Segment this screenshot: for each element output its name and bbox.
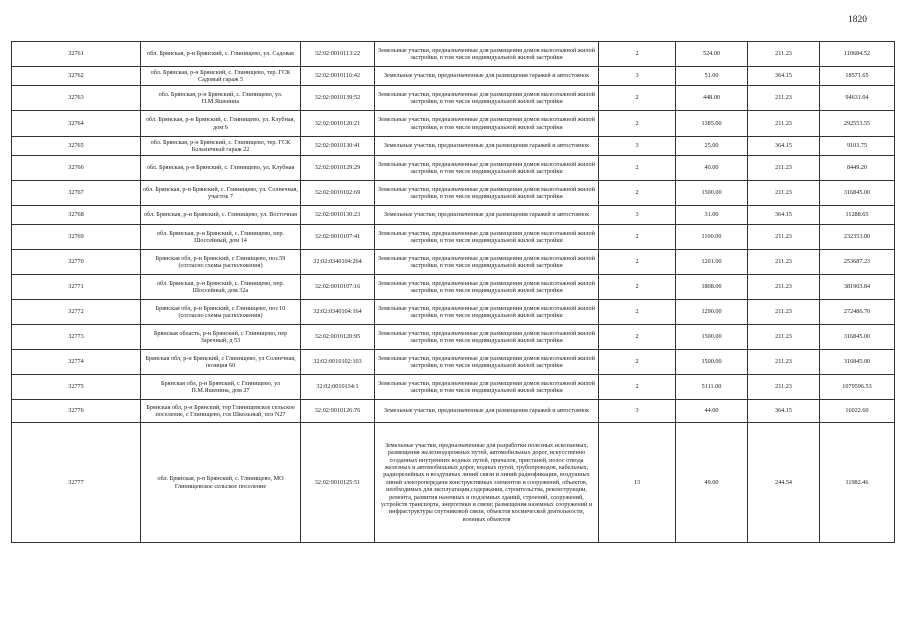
cadastral-number-cell: 32:02:0010129:29 <box>301 156 375 181</box>
row-number: 32765 <box>12 137 141 156</box>
land-purpose-cell: Земельные участки, предназначенные для размещения гаражей и автостоянок <box>375 137 599 156</box>
cadastral-number-cell: 32:02:0010125:51 <box>301 423 375 543</box>
cadastral-value-cell: 253687.23 <box>820 250 895 275</box>
area-cell: 1385.00 <box>676 111 748 137</box>
address-cell: обл. Брянская, р-н Брянский, с. Глинищево, тер. ГСК Садовый гараж 5 <box>141 67 301 86</box>
table-row <box>12 275 895 300</box>
rate-cell: 211.23 <box>748 250 820 275</box>
row-number: 32768 <box>12 206 141 225</box>
area-cell: 1500.00 <box>676 181 748 206</box>
address-cell: Брянская обл, р-н Брянский, тер Глинищевское сельское поселение, с Глинищево, гск Школьный, поз N27 <box>141 400 301 423</box>
category-cell: 2 <box>599 111 676 137</box>
row-number: 32761 <box>12 42 141 67</box>
cadastral-value-cell: 316845.00 <box>820 325 895 350</box>
address-cell: обл. Брянская, р-н Брянский, с. Глинищево, МО Глинищевское сельское поселение <box>141 423 301 543</box>
rate-cell: 211.23 <box>748 375 820 400</box>
area-cell: 524.00 <box>676 42 748 67</box>
land-purpose-cell: Земельные участки, предназначенные для разработки полезных ископаемых, размещения железнодорожных путей, автомобильных дорог, искусственно созданных внутренних водных путей, причалов, пристаней, полос отвода железных и автомобильных дорог, водных путей, трубопроводов, кабельных, радиорелейных и воздушных линий связи и линий радиофикации, воздушных линий электропередачи конструктивных элементов и сооружений, объектов, необходимых для эксплуатации,содержания, строительства, реконструкции, ремонта, развития наземных и подземных зданий, строений, сооружений, устройств транспорта, энергетики и связи; размещения наземных сооружений и инфраструктуры спутниковой связи, объектов космической деятельности, военных объектов <box>375 423 599 543</box>
row-number: 32767 <box>12 181 141 206</box>
row-number: 32762 <box>12 67 141 86</box>
address-cell: обл. Брянская, р-н Брянский, с. Глинищево, тер. ГСК Больничный гараж 22 <box>141 137 301 156</box>
address-cell: Брянская обл, р-н Брянский, с Глинищево, поз 10 (согласно схемы расположения) <box>141 300 301 325</box>
cadastral-number-cell: 32:02:0010113:22 <box>301 42 375 67</box>
table-row <box>12 111 895 137</box>
row-number: 32775 <box>12 375 141 400</box>
land-purpose-cell: Земельные участки, предназначенные для размещения домов малоэтажной жилой застройки, в том числе индивидуальной жилой застройки <box>375 250 599 275</box>
rate-cell: 244.54 <box>748 423 820 543</box>
category-cell: 3 <box>599 400 676 423</box>
area-cell: 40.00 <box>676 156 748 181</box>
rate-cell: 364.15 <box>748 400 820 423</box>
rate-cell: 211.23 <box>748 275 820 300</box>
category-cell: 2 <box>599 375 676 400</box>
row-number: 32770 <box>12 250 141 275</box>
row-number: 32777 <box>12 423 141 543</box>
table-row <box>12 325 895 350</box>
area-cell: 1808.00 <box>676 275 748 300</box>
table-row <box>12 350 895 375</box>
cadastral-number-cell: 32:02:0340104:164 <box>301 300 375 325</box>
area-cell: 31.00 <box>676 206 748 225</box>
cadastral-value-cell: 18571.65 <box>820 67 895 86</box>
table-row <box>12 67 895 86</box>
rate-cell: 211.23 <box>748 181 820 206</box>
rate-cell: 211.23 <box>748 325 820 350</box>
cadastral-value-cell: 316845.00 <box>820 181 895 206</box>
category-cell: 3 <box>599 137 676 156</box>
category-cell: 2 <box>599 181 676 206</box>
category-cell: 2 <box>599 86 676 111</box>
land-purpose-cell: Земельные участки, предназначенные для размещения гаражей и автостоянок <box>375 206 599 225</box>
land-purpose-cell: Земельные участки, предназначенные для размещения домов малоэтажной жилой застройки, в том числе индивидуальной жилой застройки <box>375 375 599 400</box>
cadastral-number-cell: 32:02:0010102:69 <box>301 181 375 206</box>
address-cell: Брянская обл, р-н Брянский, с Глинищево, ул Солнечная, позиция 60 <box>141 350 301 375</box>
cadastral-number-cell: 32:02:0010102:103 <box>301 350 375 375</box>
cadastral-value-cell: 8449.20 <box>820 156 895 181</box>
table-row <box>12 42 895 67</box>
category-cell: 3 <box>599 67 676 86</box>
row-number: 32773 <box>12 325 141 350</box>
row-number: 32771 <box>12 275 141 300</box>
address-cell: обл. Брянская, р-н Брянский, с. Глинищево, ул. П.М.Яшенина <box>141 86 301 111</box>
page-number: 1820 <box>848 15 867 25</box>
address-cell: Брянская обл, р-н Брянский, с Глинищево, ул П.М.Яшенина, дом 27 <box>141 375 301 400</box>
table-row <box>12 225 895 250</box>
cadastral-value-cell: 292553.55 <box>820 111 895 137</box>
cadastral-number-cell: 32:02:0010134:1 <box>301 375 375 400</box>
area-cell: 1500.00 <box>676 325 748 350</box>
area-cell: 49.00 <box>676 423 748 543</box>
cadastral-number-cell: 32:02:0010107:41 <box>301 225 375 250</box>
land-purpose-cell: Земельные участки, предназначенные для размещения домов малоэтажной жилой застройки, в том числе индивидуальной жилой застройки <box>375 300 599 325</box>
category-cell: 3 <box>599 206 676 225</box>
cadastral-number-cell: 32:02:0010130:41 <box>301 137 375 156</box>
address-cell: обл. Брянская, р-н Брянский, с. Глинищево, пер. Шоссейный, дом 14 <box>141 225 301 250</box>
table-row <box>12 375 895 400</box>
cadastral-value-table <box>11 41 895 543</box>
row-number: 32764 <box>12 111 141 137</box>
land-purpose-cell: Земельные участки, предназначенные для размещения домов малоэтажной жилой застройки, в том числе индивидуальной жилой застройки <box>375 275 599 300</box>
area-cell: 448.00 <box>676 86 748 111</box>
rate-cell: 211.23 <box>748 350 820 375</box>
rate-cell: 211.23 <box>748 225 820 250</box>
rate-cell: 211.23 <box>748 156 820 181</box>
category-cell: 2 <box>599 275 676 300</box>
land-purpose-cell: Земельные участки, предназначенные для размещения гаражей и автостоянок <box>375 67 599 86</box>
rate-cell: 364.15 <box>748 137 820 156</box>
area-cell: 5111.00 <box>676 375 748 400</box>
category-cell: 2 <box>599 300 676 325</box>
address-cell: обл. Брянская, р-н Брянский, с. Глинищево, ул. Восточная <box>141 206 301 225</box>
cadastral-value-cell: 11982.46 <box>820 423 895 543</box>
area-cell: 51.00 <box>676 67 748 86</box>
area-cell: 1500.00 <box>676 350 748 375</box>
table-row <box>12 250 895 275</box>
area-cell: 1100.00 <box>676 225 748 250</box>
cadastral-number-cell: 32:02:0010126:76 <box>301 400 375 423</box>
cadastral-value-cell: 110684.52 <box>820 42 895 67</box>
category-cell: 2 <box>599 250 676 275</box>
land-purpose-cell: Земельные участки, предназначенные для размещения домов малоэтажной жилой застройки, в том числе индивидуальной жилой застройки <box>375 42 599 67</box>
table-row <box>12 156 895 181</box>
category-cell: 2 <box>599 156 676 181</box>
category-cell: 2 <box>599 325 676 350</box>
table-row <box>12 206 895 225</box>
cadastral-value-cell: 316845.00 <box>820 350 895 375</box>
land-purpose-cell: Земельные участки, предназначенные для размещения домов малоэтажной жилой застройки, в том числе индивидуальной жилой застройки <box>375 156 599 181</box>
row-number: 32766 <box>12 156 141 181</box>
address-cell: Брянская область, р-н Брянский, с Глинищево, пер Заречный, д 53 <box>141 325 301 350</box>
row-number: 32776 <box>12 400 141 423</box>
cadastral-value-cell: 9103.75 <box>820 137 895 156</box>
cadastral-value-cell: 11288.65 <box>820 206 895 225</box>
address-cell: обл. Брянская, р-н Брянский, с. Глинищево, ул. Солнечная, участок 7 <box>141 181 301 206</box>
address-cell: обл. Брянская, р-н Брянский, с. Глинищево, пер. Шоссейный, дом 32а <box>141 275 301 300</box>
table-row <box>12 86 895 111</box>
land-purpose-cell: Земельные участки, предназначенные для размещения домов малоэтажной жилой застройки, в том числе индивидуальной жилой застройки <box>375 225 599 250</box>
table-row <box>12 400 895 423</box>
land-purpose-cell: Земельные участки, предназначенные для размещения домов малоэтажной жилой застройки, в том числе индивидуальной жилой застройки <box>375 111 599 137</box>
rate-cell: 211.23 <box>748 86 820 111</box>
area-cell: 25.00 <box>676 137 748 156</box>
rate-cell: 211.23 <box>748 300 820 325</box>
cadastral-value-cell: 232353.00 <box>820 225 895 250</box>
table-row <box>12 300 895 325</box>
address-cell: обл. Брянская, р-н Брянский, с. Глинищево, ул. Садовая <box>141 42 301 67</box>
category-cell: 2 <box>599 225 676 250</box>
cadastral-value-cell: 381903.84 <box>820 275 895 300</box>
area-cell: 1201.00 <box>676 250 748 275</box>
land-purpose-cell: Земельные участки, предназначенные для размещения гаражей и автостоянок <box>375 400 599 423</box>
cadastral-value-cell: 272486.70 <box>820 300 895 325</box>
address-cell: Брянская обл, р-н Брянский, с Глинищево, поз.59 (согласно схемы расположения) <box>141 250 301 275</box>
cadastral-number-cell: 32:02:0010120:95 <box>301 325 375 350</box>
table-row <box>12 423 895 543</box>
land-purpose-cell: Земельные участки, предназначенные для размещения домов малоэтажной жилой застройки, в том числе индивидуальной жилой застройки <box>375 350 599 375</box>
area-cell: 1290.00 <box>676 300 748 325</box>
row-number: 32772 <box>12 300 141 325</box>
cadastral-number-cell: 32:02:0010116:42 <box>301 67 375 86</box>
cadastral-value-cell: 1079596.53 <box>820 375 895 400</box>
cadastral-number-cell: 32:02:0010139:52 <box>301 86 375 111</box>
rate-cell: 364.15 <box>748 206 820 225</box>
rate-cell: 211.23 <box>748 42 820 67</box>
cadastral-number-cell: 32:02:0010107:16 <box>301 275 375 300</box>
category-cell: 2 <box>599 42 676 67</box>
rate-cell: 211.23 <box>748 111 820 137</box>
row-number: 32774 <box>12 350 141 375</box>
address-cell: обл. Брянская, р-н Брянский, с. Глинищево, ул. Клубная <box>141 156 301 181</box>
cadastral-number-cell: 32:02:0010130:23 <box>301 206 375 225</box>
row-number: 32769 <box>12 225 141 250</box>
cadastral-value-cell: 94631.04 <box>820 86 895 111</box>
row-number: 32763 <box>12 86 141 111</box>
cadastral-number-cell: 32:02:0340104:264 <box>301 250 375 275</box>
land-purpose-cell: Земельные участки, предназначенные для размещения домов малоэтажной жилой застройки, в том числе индивидуальной жилой застройки <box>375 181 599 206</box>
land-purpose-cell: Земельные участки, предназначенные для размещения домов малоэтажной жилой застройки, в том числе индивидуальной жилой застройки <box>375 86 599 111</box>
table-row <box>12 181 895 206</box>
rate-cell: 364.15 <box>748 67 820 86</box>
cadastral-value-cell: 16022.60 <box>820 400 895 423</box>
category-cell: 13 <box>599 423 676 543</box>
area-cell: 44.00 <box>676 400 748 423</box>
land-purpose-cell: Земельные участки, предназначенные для размещения домов малоэтажной жилой застройки, в том числе индивидуальной жилой застройки <box>375 325 599 350</box>
table-row <box>12 137 895 156</box>
cadastral-number-cell: 32:02:0010120:21 <box>301 111 375 137</box>
address-cell: обл. Брянская, р-н Брянский, с. Глинищево, ул. Клубная, дом 6 <box>141 111 301 137</box>
category-cell: 2 <box>599 350 676 375</box>
